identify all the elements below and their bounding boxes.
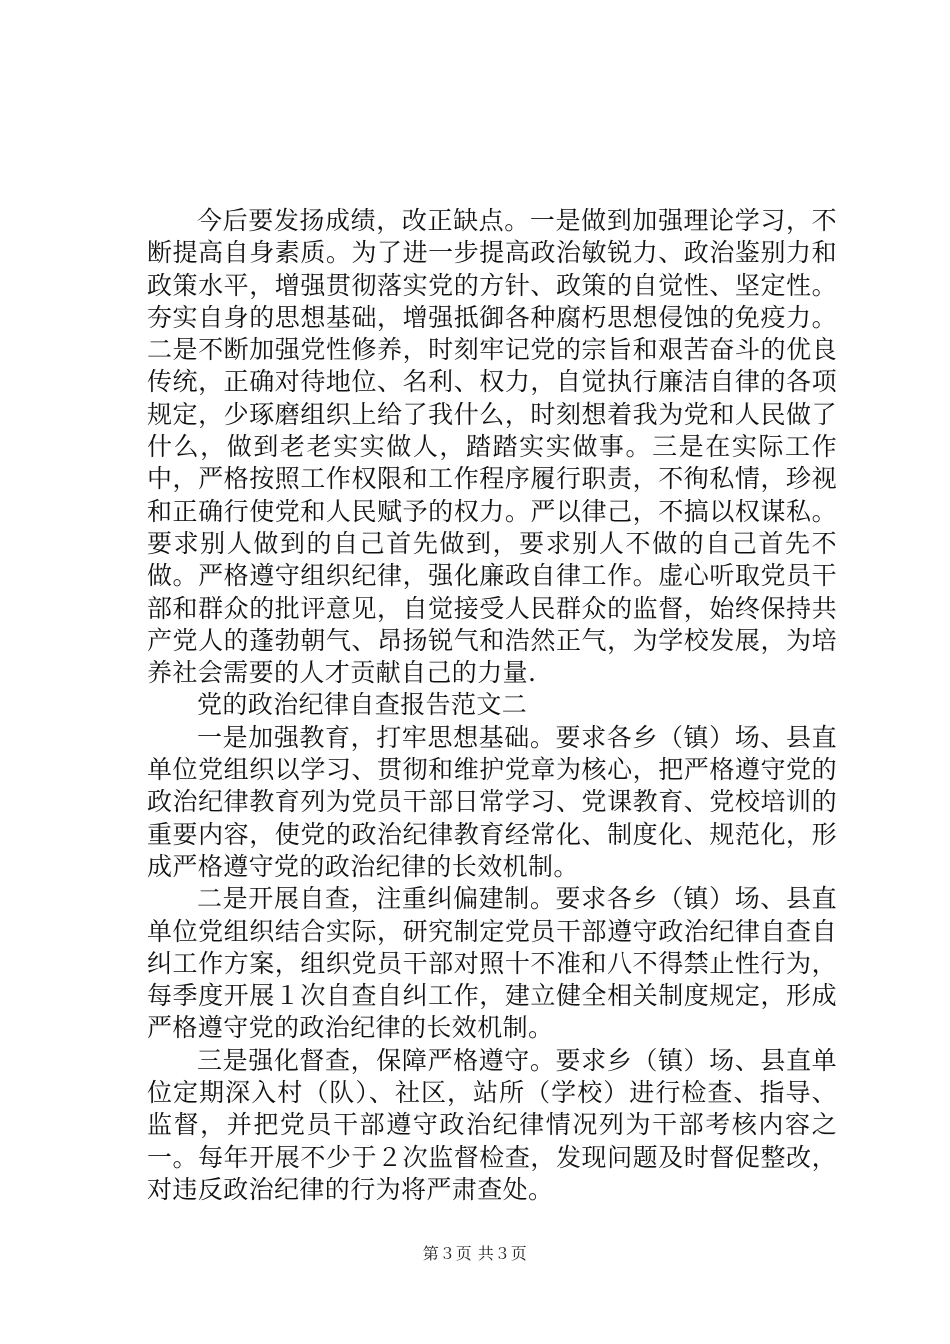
page-number-footer: 第３页 共３页 <box>422 1244 528 1263</box>
paragraph-education: 一是加强教育，打牢思想基础。要求各乡（镇）场、县直单位党组织以学习、贯彻和维护党章为核心，把严格遵守党的政治纪律教育列为党员干部日常学习、党课教育、党校培训的重要内容，使党的政治纪律教育经常化、制度化、规范化，形成严格遵守党的政治纪律的长效机制。 <box>147 722 837 881</box>
document-body <box>147 205 837 1206</box>
paragraph-supervision: 三是强化督查，保障严格遵守。要求乡（镇）场、县直单位定期深入村（队）、社区，站所（学校）进行检查、指导、监督，并把党员干部遵守政治纪律情况列为干部考核内容之一。每年开展不少于２次监督检查，发现问题及时督促整改，对违反政治纪律的行为将严肃查处。 <box>147 1045 837 1204</box>
section-heading: 党的政治纪律自查报告范文二 <box>197 690 528 720</box>
paragraph-self-inspection: 二是开展自查，注重纠偏建制。要求各乡（镇）场、县直单位党组织结合实际，研究制定党员干部遵守政治纪律自查自纠工作方案，组织党员干部对照十不准和八不得禁止性行为，每季度开展１次自查自纠工作，建立健全相关制度规定，形成严格遵守党的政治纪律的长效机制。 <box>147 884 837 1043</box>
paragraph-self-improvement: 今后要发扬成绩，改正缺点。一是做到加强理论学习，不断提高自身素质。为了进一步提高政治敏锐力、政治鉴别力和政策水平，增强贯彻落实党的方针、政策的自觉性、坚定性。夯实自身的思想基础，增强抵御各种腐朽思想侵蚀的免疫力。二是不断加强党性修养，时刻牢记党的宗旨和艰苦奋斗的优良传统，正确对待地位、名利、权力，自觉执行廉洁自律的各项规定，少琢磨组织上给了我什么，时刻想着我为党和人民做了什么，做到老老实实做人，踏踏实实做事。三是在实际工作中，严格按照工作权限和工作程序履行职责，不徇私情，珍视和正确行使党和人民赋予的权力。严以律己，不搞以权谋私。要求别人做到的自己首先做到，要求别人不做的自己首先不做。严格遵守组织纪律，强化廉政自律工作。虚心听取党员干部和群众的批评意见，自觉接受人民群众的监督，始终保持共产党人的蓬勃朝气、昂扬锐气和浩然正气，为学校发展，为培养社会需要的人才贡献自己的力量. <box>147 206 837 688</box>
